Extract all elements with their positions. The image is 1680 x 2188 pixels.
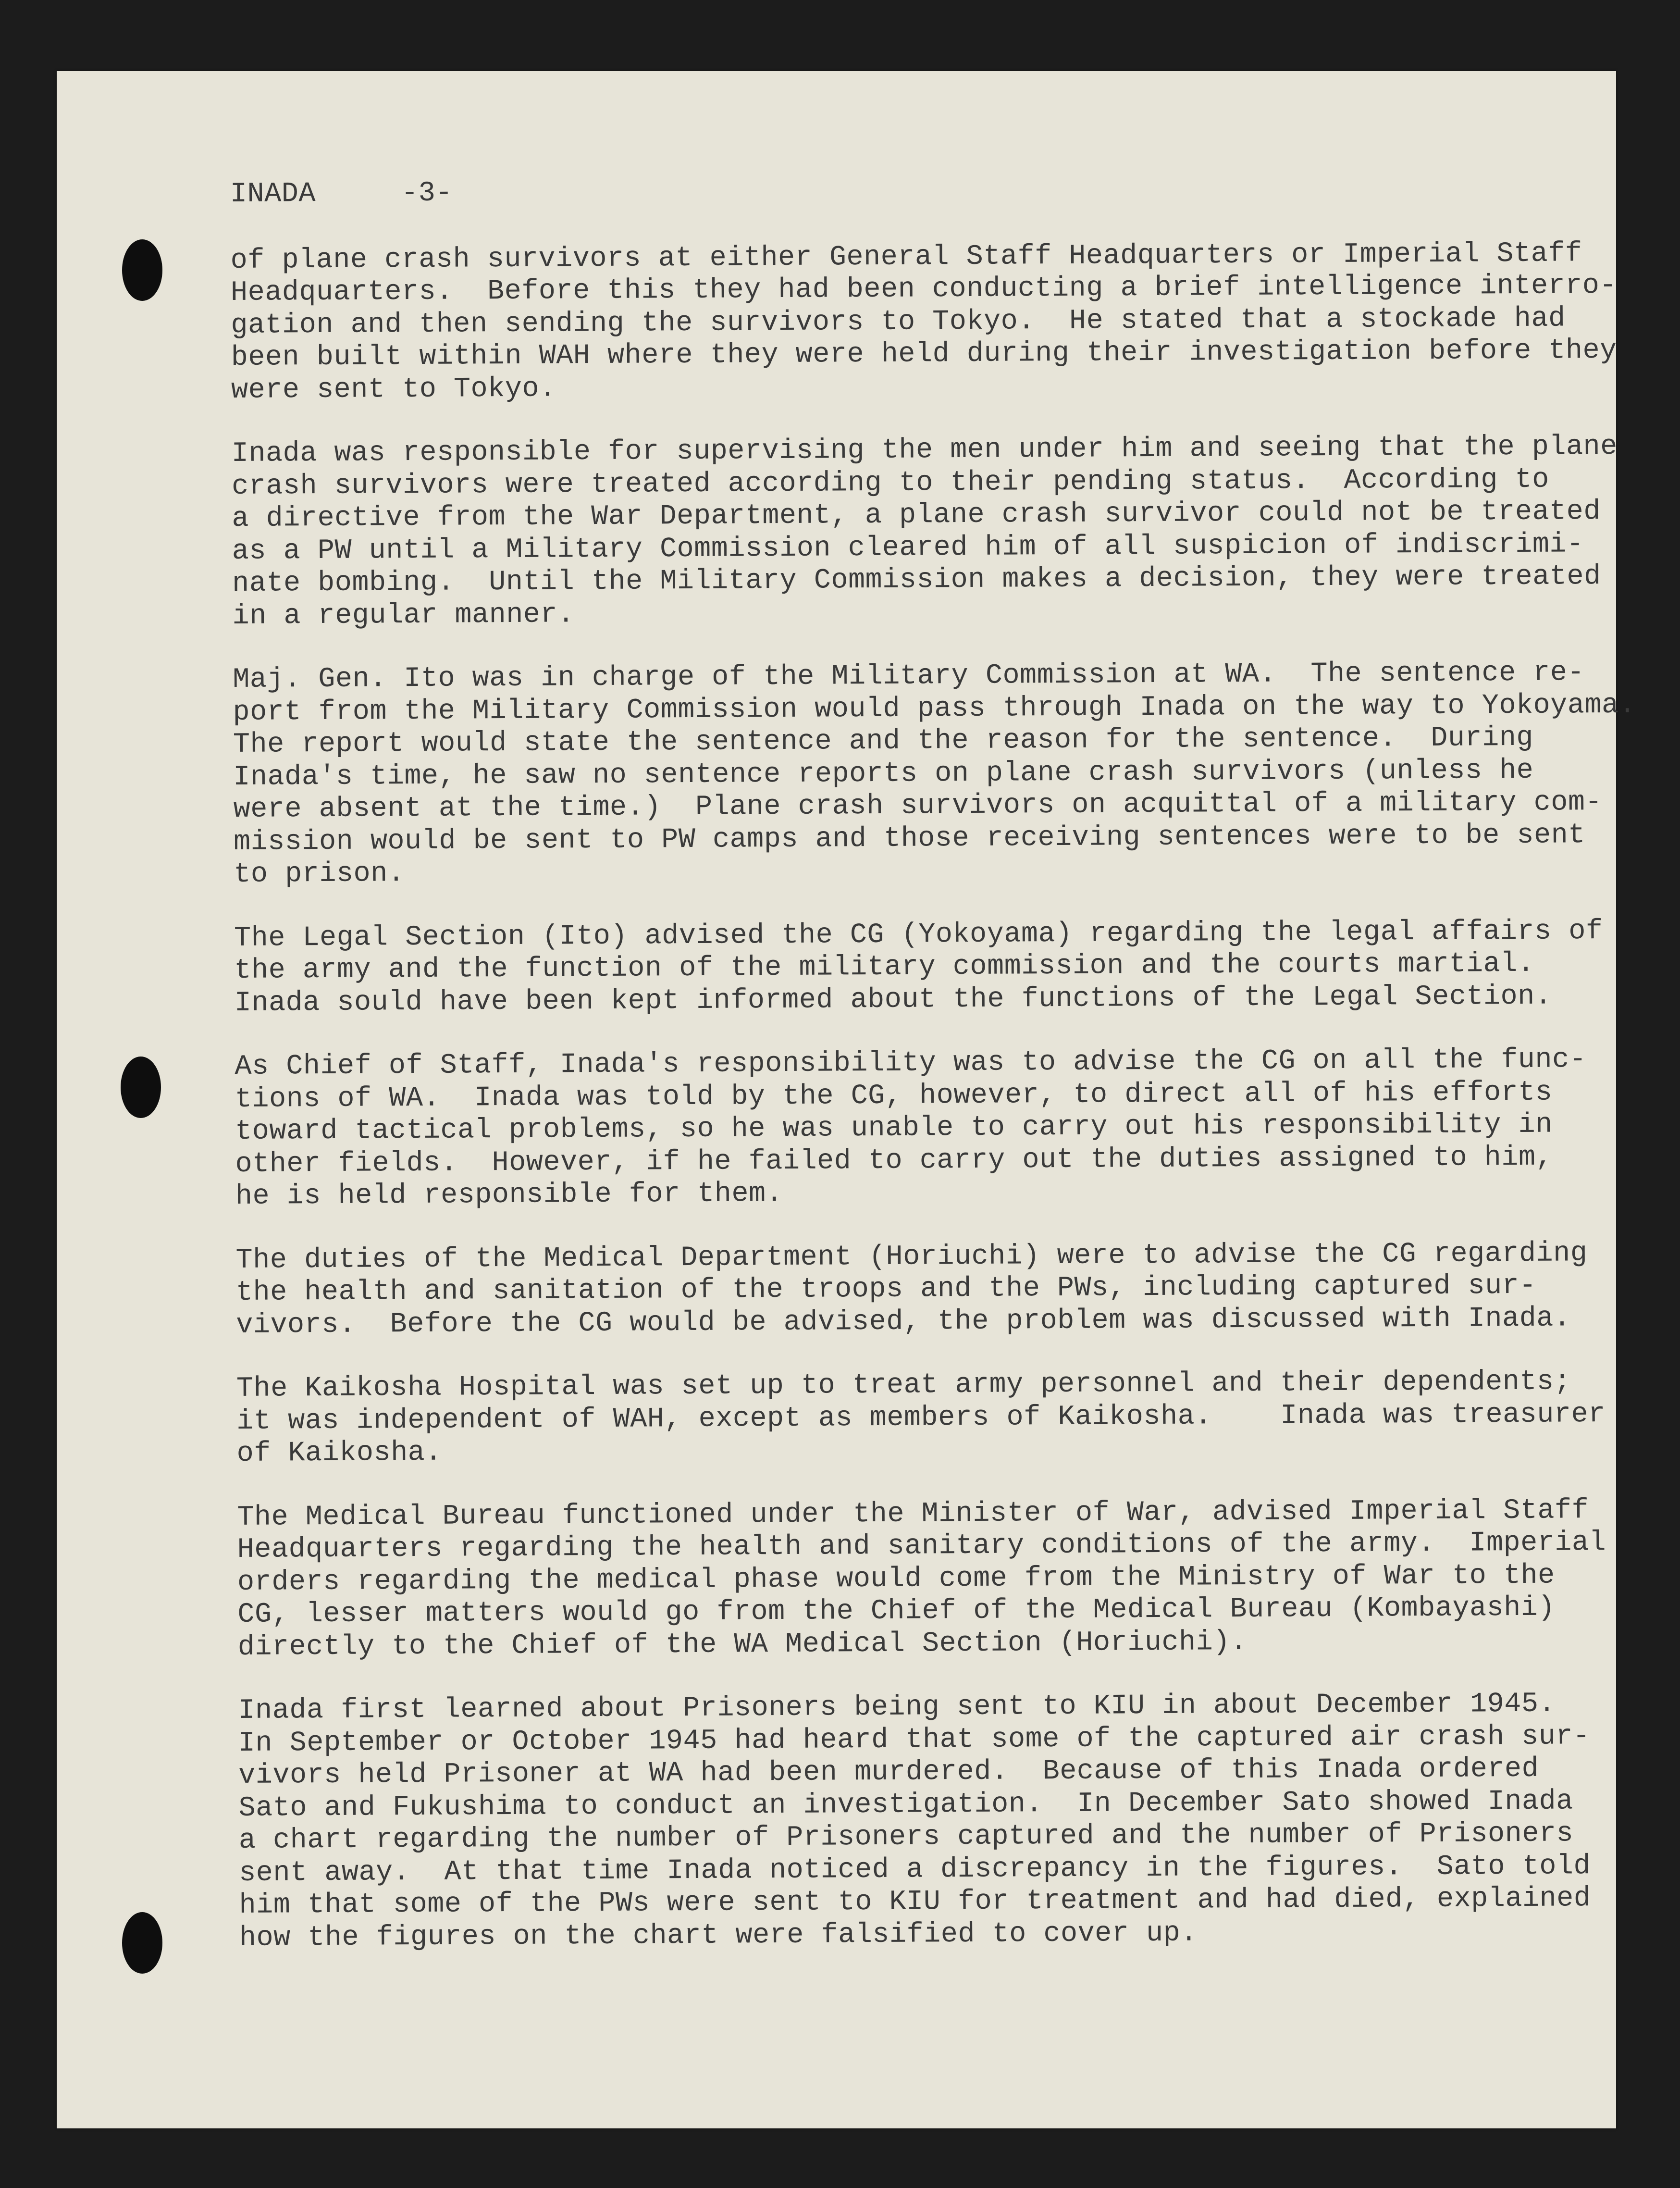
text-line: The duties of the Medical Department (Horiuchi) were to advise the CG regarding	[235, 1236, 1588, 1276]
paragraph	[234, 914, 1667, 1019]
page-header	[230, 170, 1662, 210]
text-line: were absent at the time.) Plane crash survivors on acquittal of a military com-	[233, 786, 1603, 825]
text-line: sent away. At that time Inada noticed a discrepancy in the figures. Sato told	[239, 1849, 1591, 1889]
text-line: other fields. However, if he failed to carry out the duties assigned to him,	[235, 1141, 1553, 1180]
text-line: Inada was responsible for supervising the men under him and seeing that the plane	[231, 430, 1618, 470]
text-line: nate bombing. Until the Military Commission makes a decision, they were treated	[232, 560, 1601, 599]
text-line: of plane crash survivors at either General Staff Headquarters or Imperial Staff	[230, 236, 1582, 276]
text-line: Headquarters regarding the health and sanitary conditions of the army. Imperial	[237, 1526, 1606, 1566]
text-line: to prison.	[234, 857, 405, 890]
text-line: of Kaikosha.	[236, 1436, 443, 1469]
paragraph	[232, 430, 1665, 632]
punch-hole	[122, 239, 162, 301]
text-line: As Chief of Staff, Inada's responsibility was to advise the CG on all the func-	[235, 1043, 1587, 1082]
text-line: in a regular manner.	[232, 597, 575, 632]
text-line: Inada sould have been kept informed about the functions of the Legal Section.	[234, 980, 1552, 1019]
text-line: The Legal Section (Ito) advised the CG (Yokoyama) regarding the legal affairs of	[234, 914, 1603, 954]
text-line: directly to the Chief of the WA Medical Section (Horiuchi).	[237, 1625, 1248, 1663]
text-line: port from the Military Commission would pass through Inada on the way to Yokoyama.	[233, 688, 1636, 728]
text-line: Maj. Gen. Ito was in charge of the Military Commission at WA. The sentence re-	[233, 656, 1585, 696]
text-line: tions of WA. Inada was told by the CG, however, to direct all of his efforts	[235, 1076, 1553, 1115]
text-line: a chart regarding the number of Prisoners captured and the number of Prisoners	[238, 1817, 1574, 1856]
header-name: INADA	[230, 177, 316, 210]
text-line: In September or October 1945 had heard that some of the captured air crash sur-	[238, 1719, 1590, 1759]
document-body	[230, 98, 1671, 1985]
text-line: toward tactical problems, so he was unable to carry out his responsibility in	[235, 1108, 1553, 1147]
paragraph	[236, 1365, 1669, 1469]
text-line: CG, lesser matters would go from the Chief of the Medical Bureau (Kombayashi)	[237, 1591, 1556, 1630]
text-line: were sent to Tokyo.	[231, 372, 556, 406]
text-line: The Kaikosha Hospital was set up to treat army personnel and their dependents;	[236, 1365, 1571, 1405]
text-line: vivors held Prisoner at WA had been murdered. Because of this Inada ordered	[238, 1752, 1539, 1791]
text-line: The Medical Bureau functioned under the Minister of War, advised Imperial Staff	[237, 1493, 1589, 1533]
paragraph	[233, 656, 1666, 890]
text-line: vivors. Before the CG would be advised, the problem was discussed with Inada.	[236, 1301, 1571, 1341]
text-line: orders regarding the medical phase would come from the Ministry of War to the	[237, 1559, 1555, 1598]
text-line: Inada's time, he saw no sentence reports on plane crash survivors (unless he	[233, 754, 1534, 793]
text-line: the health and sanitation of the troops and the PWs, including captured sur-	[235, 1269, 1537, 1308]
paragraph	[235, 1236, 1668, 1341]
text-line: a directive from the War Department, a plane crash survivor could not be treated	[232, 495, 1601, 535]
paragraph	[238, 1687, 1671, 1954]
text-line: gation and then sending the survivors to Tokyo. He stated that a stockade had	[231, 301, 1566, 341]
text-line: been built within WAH where they were held during their investigation before they	[231, 334, 1617, 373]
text-line: mission would be sent to PW camps and those receiving sentences were to be sent	[233, 818, 1586, 858]
text-line: he is held responsible for them.	[235, 1177, 783, 1212]
text-line: The report would state the sentence and the reason for the sentence. During	[233, 721, 1534, 760]
text-line: crash survivors were treated according to their pending status. According to	[231, 463, 1549, 502]
punch-hole	[121, 1057, 161, 1118]
text-line: Headquarters. Before this they had been conducting a brief intelligence interro-	[230, 269, 1617, 309]
punch-hole	[122, 1912, 162, 1974]
text-line: it was independent of WAH, except as members of Kaikosha. Inada was treasurer	[236, 1397, 1606, 1437]
text-line: as a PW until a Military Commission cleared him of all suspicion of indiscrimi-	[232, 527, 1584, 567]
text-line: the army and the function of the military commission and the courts martial.	[234, 947, 1535, 986]
page-number: -3-	[401, 176, 453, 210]
text-line: how the figures on the chart were falsified to cover up.	[239, 1916, 1198, 1954]
paragraph	[237, 1493, 1670, 1663]
paragraph	[231, 236, 1664, 406]
text-line: Inada first learned about Prisoners being sent to KIU in about December 1945.	[238, 1687, 1556, 1727]
paragraph	[235, 1043, 1668, 1212]
text-line: Sato and Fukushima to conduct an investigation. In December Sato showed Inada	[238, 1784, 1573, 1824]
text-line: him that some of the PWs were sent to KIU for treatment and had died, explained	[239, 1882, 1591, 1921]
